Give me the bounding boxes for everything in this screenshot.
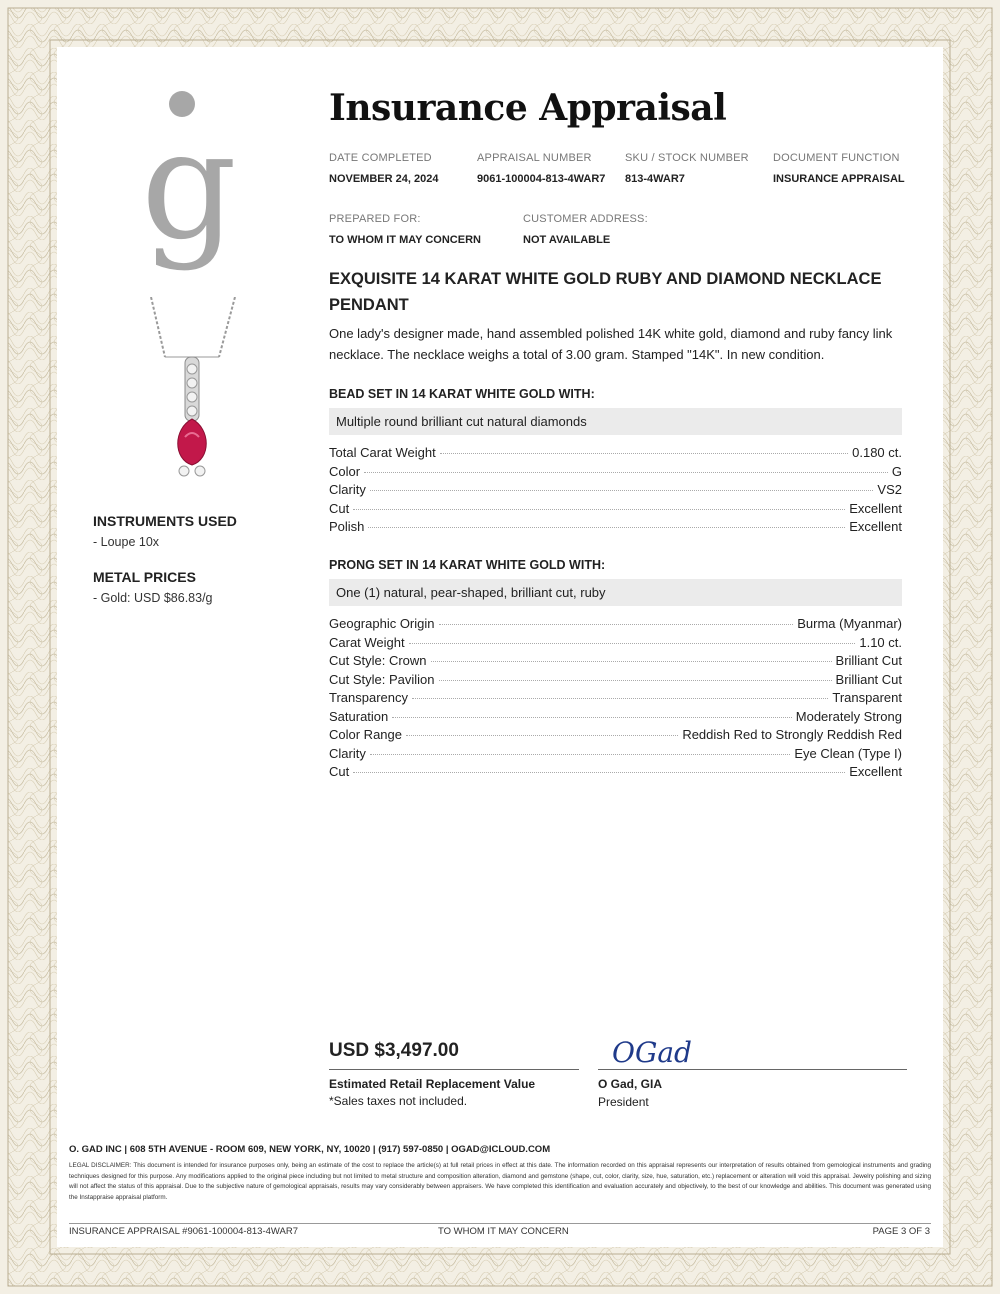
metal-prices-title: METAL PRICES <box>93 569 196 585</box>
diamonds-heading: BEAD SET IN 14 KARAT WHITE GOLD WITH: <box>329 387 595 401</box>
detail-row <box>329 482 902 501</box>
detail-row <box>329 764 902 783</box>
detail-key: Geographic Origin <box>329 616 435 631</box>
detail-row <box>329 709 902 728</box>
meta-document-function <box>773 152 905 185</box>
legal-disclaimer: LEGAL DISCLAIMER: This document is intended for insurance purposes only, being an estimate of the cost to replace the article(s) at full retail prices in effect at this date. The information recorded on this appraisal represents our interpretation of results obtained from gemological instruments and grading techniques designed for this purpose. Any modifications applied to the original piece including but not limited to metal structure and composition alteration, diamond and gemstone (shape, cut, color, clarity, size, hue, saturation, etc.) replacement or alteration will void this appraisal. Jewelry polishing and sizing will not affect the status of this appraisal. Due to the subjective nature of gemological appraisals, results may vary considerably between appraisers. We have completed this identification and evaluation accurately and objectively, to the best of our knowledge and abilities. This document was generated using the Instappraise appraisal platform. <box>69 1162 931 1201</box>
detail-row <box>329 501 902 520</box>
customer-address-value: NOT AVAILABLE <box>523 234 611 246</box>
detail-value: Burma (Myanmar) <box>797 616 902 631</box>
detail-row <box>329 727 902 746</box>
detail-key: Cut Style: Pavilion <box>329 671 435 687</box>
item-description: One lady's designer made, hand assembled polished 14K white gold, diamond and ruby fancy link necklace. The necklace weighs a total of 3.00 gram. Stamped "14K". In new condition. <box>329 326 893 362</box>
appraisal-number-label: APPRAISAL NUMBER <box>477 152 592 164</box>
page-number: PAGE 3 OF 3 <box>872 1226 930 1237</box>
detail-key: Color Range <box>329 727 402 742</box>
detail-value: VS2 <box>877 482 902 497</box>
detail-value: Moderately Strong <box>795 708 902 724</box>
detail-row <box>329 519 902 538</box>
detail-value: Brilliant Cut <box>835 671 902 687</box>
detail-key: Color <box>329 463 361 479</box>
company-logo <box>139 87 239 277</box>
ruby-details <box>329 616 902 783</box>
detail-key: Cut <box>329 764 350 779</box>
tax-note: *Sales taxes not included. <box>329 1094 468 1108</box>
detail-row <box>329 672 902 691</box>
detail-value: Brilliant Cut <box>835 653 902 668</box>
instruments-title: INSTRUMENTS USED <box>93 513 237 529</box>
meta-appraisal-number <box>477 152 605 185</box>
item-title: EXQUISITE 14 KARAT WHITE GOLD RUBY AND DIAMOND NECKLACE PENDANT <box>329 270 882 314</box>
footer-appraisal-number: INSURANCE APPRAISAL #9061-100004-813-4WAR7 <box>69 1226 298 1237</box>
company-address: O. GAD INC | 608 5TH AVENUE - ROOM 609, NEW YORK, NY, 10020 | (917) 597-0850 | OGAD@ICLOUD.COM <box>69 1144 551 1155</box>
appraisal-page <box>57 47 943 1247</box>
detail-value: Excellent <box>849 500 902 516</box>
signature-text: OGad <box>612 1036 692 1069</box>
detail-value: 1.10 ct. <box>859 634 902 650</box>
metal-prices-value: - Gold: USD $86.83/g <box>93 591 213 605</box>
detail-key: Transparency <box>329 690 408 705</box>
pendant-image <box>137 297 247 492</box>
sku-label: SKU / STOCK NUMBER <box>625 152 749 164</box>
diamonds-details <box>329 445 902 538</box>
detail-value: Excellent <box>849 519 902 534</box>
detail-value: Transparent <box>832 690 902 705</box>
logo-letter: g <box>140 99 238 273</box>
ruby-band: One (1) natural, pear-shaped, brilliant cut, ruby <box>329 579 902 606</box>
detail-row <box>329 464 902 483</box>
meta-prepared-for <box>329 213 481 246</box>
detail-row <box>329 635 902 654</box>
appraisal-number-value: 9061-100004-813-4WAR7 <box>477 173 606 185</box>
detail-value: Excellent <box>849 764 902 779</box>
instruments-section <box>93 513 237 549</box>
detail-key: Total Carat Weight <box>329 445 436 460</box>
appraiser-name: O Gad, GIA <box>598 1077 663 1091</box>
detail-row <box>329 445 902 464</box>
detail-key: Clarity <box>329 745 366 761</box>
sku-value: 813-4WAR7 <box>625 173 685 185</box>
detail-row <box>329 746 902 765</box>
meta-date <box>329 152 438 185</box>
prepared-for-label: PREPARED FOR: <box>329 213 421 225</box>
detail-key: Cut Style: Crown <box>329 653 427 668</box>
appraiser-signature <box>610 1032 710 1072</box>
appraiser-role: President <box>598 1095 649 1109</box>
appraised-value: USD $3,497.00 <box>329 1040 459 1061</box>
signature-line <box>598 1069 907 1070</box>
footer-divider <box>69 1223 931 1224</box>
ruby-heading: PRONG SET IN 14 KARAT WHITE GOLD WITH: <box>329 558 606 572</box>
value-underline <box>329 1069 579 1070</box>
diamonds-band: Multiple round brilliant cut natural diamonds <box>329 408 902 435</box>
detail-key: Clarity <box>329 482 366 497</box>
footer-recipient: TO WHOM IT MAY CONCERN <box>438 1226 569 1237</box>
detail-value: Reddish Red to Strongly Reddish Red <box>682 727 902 742</box>
customer-address-label: CUSTOMER ADDRESS: <box>523 213 648 225</box>
document-function-label: DOCUMENT FUNCTION <box>773 152 900 164</box>
detail-value: 0.180 ct. <box>852 445 902 460</box>
value-caption: Estimated Retail Replacement Value <box>329 1077 536 1091</box>
date-label: DATE COMPLETED <box>329 152 432 164</box>
metal-prices-section <box>93 569 213 605</box>
prepared-for-value: TO WHOM IT MAY CONCERN <box>329 234 481 246</box>
detail-key: Cut <box>329 500 350 516</box>
instruments-value: - Loupe 10x <box>93 535 160 549</box>
detail-row <box>329 690 902 709</box>
detail-row <box>329 653 902 672</box>
page-title: Insurance Appraisal <box>329 87 727 129</box>
detail-value: Eye Clean (Type I) <box>794 745 902 761</box>
detail-value: G <box>891 463 902 479</box>
meta-customer-address <box>523 213 648 246</box>
detail-key: Carat Weight <box>329 634 405 650</box>
document-function-value: INSURANCE APPRAISAL <box>773 173 905 185</box>
detail-key: Polish <box>329 519 365 534</box>
date-value: NOVEMBER 24, 2024 <box>329 173 439 185</box>
meta-sku <box>625 152 749 185</box>
detail-key: Saturation <box>329 708 389 724</box>
detail-row <box>329 616 902 635</box>
